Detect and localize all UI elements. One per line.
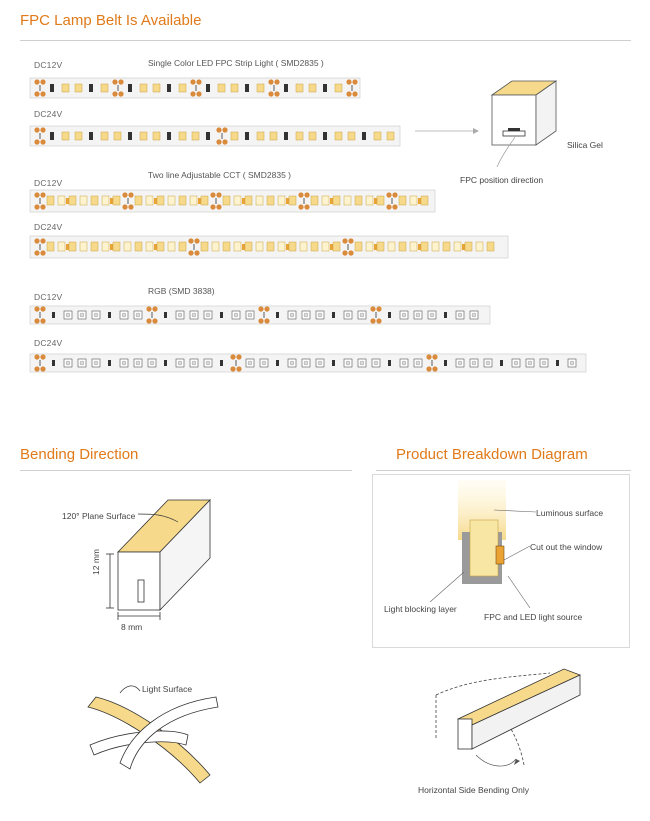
resistor bbox=[418, 244, 421, 250]
led-chip bbox=[69, 196, 76, 205]
led-chip bbox=[421, 242, 428, 251]
led-chip bbox=[374, 132, 381, 140]
led-chip bbox=[309, 132, 316, 140]
led-chip bbox=[333, 242, 340, 251]
solder-pad bbox=[376, 318, 381, 323]
breakdown-section-divider bbox=[376, 470, 631, 471]
rgb-dc12v-label: DC12V bbox=[34, 292, 63, 302]
solder-pad bbox=[40, 192, 45, 197]
led-chip bbox=[212, 242, 219, 251]
solder-pad bbox=[34, 139, 39, 144]
solder-pad bbox=[230, 354, 235, 359]
rgb-dc24v-label: DC24V bbox=[34, 338, 63, 348]
solder-pad bbox=[40, 318, 45, 323]
led-chip bbox=[465, 242, 472, 251]
led-chip bbox=[69, 242, 76, 251]
resistor bbox=[108, 312, 111, 318]
resistor bbox=[128, 132, 132, 140]
led-chip bbox=[267, 196, 274, 205]
led-chip bbox=[377, 242, 384, 251]
solder-pad bbox=[274, 91, 279, 96]
led-chip bbox=[300, 242, 307, 251]
led-chip bbox=[223, 242, 230, 251]
resistor bbox=[332, 312, 335, 318]
solder-pad bbox=[426, 354, 431, 359]
led-chip bbox=[80, 242, 87, 251]
led-chip bbox=[366, 196, 373, 205]
resistor bbox=[330, 244, 333, 250]
solder-pad bbox=[230, 366, 235, 371]
solder-pad bbox=[432, 354, 437, 359]
solder-pad bbox=[370, 318, 375, 323]
led-chip bbox=[234, 196, 241, 205]
led-chip bbox=[234, 242, 241, 251]
led-chip bbox=[410, 242, 417, 251]
led-chip bbox=[75, 84, 82, 92]
led-chip bbox=[245, 196, 252, 205]
resistor bbox=[128, 84, 132, 92]
led-chip bbox=[190, 196, 197, 205]
solder-pad bbox=[34, 192, 39, 197]
resistor bbox=[374, 244, 377, 250]
resistor bbox=[110, 198, 113, 204]
cct-strip-24v bbox=[30, 234, 508, 260]
led-chip bbox=[114, 132, 121, 140]
led-chip bbox=[289, 242, 296, 251]
solder-pad bbox=[40, 366, 45, 371]
light-surface-label: Light Surface bbox=[142, 684, 193, 694]
led-chip bbox=[135, 196, 142, 205]
resistor bbox=[66, 244, 69, 250]
resistor bbox=[388, 312, 391, 318]
solder-pad bbox=[40, 139, 45, 144]
solder-pad bbox=[40, 354, 45, 359]
solder-pad bbox=[118, 91, 123, 96]
led-chip bbox=[296, 84, 303, 92]
silica-gel-label: Silica Gel bbox=[567, 140, 603, 150]
led-chip bbox=[399, 242, 406, 251]
led-chip bbox=[443, 242, 450, 251]
solder-pad bbox=[128, 204, 133, 209]
solder-pad bbox=[352, 91, 357, 96]
led-chip bbox=[348, 132, 355, 140]
resistor bbox=[164, 312, 167, 318]
fpc-chip bbox=[508, 128, 520, 131]
bending-section-title: Bending Direction bbox=[20, 446, 139, 463]
rgb-strip-24v bbox=[30, 352, 586, 374]
led-chip bbox=[256, 242, 263, 251]
solder-pad bbox=[210, 192, 215, 197]
led-chip bbox=[102, 196, 109, 205]
led-chip bbox=[387, 132, 394, 140]
led-chip bbox=[245, 242, 252, 251]
solder-pad bbox=[258, 306, 263, 311]
resistor bbox=[323, 132, 327, 140]
led-chip bbox=[322, 242, 329, 251]
resistor bbox=[242, 198, 245, 204]
horizontal-bending-diagram bbox=[430, 665, 590, 775]
solder-pad bbox=[40, 79, 45, 84]
led-chip bbox=[124, 242, 131, 251]
led-chip bbox=[355, 242, 362, 251]
resistor bbox=[374, 198, 377, 204]
led-chip bbox=[91, 196, 98, 205]
single-color-strip-12v bbox=[30, 76, 360, 100]
led-chip bbox=[113, 196, 120, 205]
resistor bbox=[286, 244, 289, 250]
resistor bbox=[242, 244, 245, 250]
resistor bbox=[388, 360, 391, 366]
rgb-strip-title: RGB (SMD 3838) bbox=[148, 286, 215, 296]
led-chip bbox=[157, 196, 164, 205]
resistor bbox=[167, 84, 171, 92]
led-chip bbox=[344, 196, 351, 205]
horizontal-bending-label: Horizontal Side Bending Only bbox=[418, 785, 530, 795]
solder-pad bbox=[40, 250, 45, 255]
solder-pad bbox=[40, 306, 45, 311]
led-chip bbox=[201, 196, 208, 205]
solder-pad bbox=[152, 318, 157, 323]
solder-pad bbox=[152, 306, 157, 311]
solder-pad bbox=[188, 238, 193, 243]
led-chip bbox=[153, 84, 160, 92]
solder-pad bbox=[190, 91, 195, 96]
solder-pad bbox=[112, 91, 117, 96]
solder-pad bbox=[432, 366, 437, 371]
led-chip bbox=[257, 132, 264, 140]
led-chip bbox=[322, 196, 329, 205]
led-chip bbox=[47, 196, 54, 205]
resistor bbox=[276, 312, 279, 318]
led-chip bbox=[410, 196, 417, 205]
solder-pad bbox=[258, 318, 263, 323]
led-chip bbox=[231, 132, 238, 140]
cct-strip-title: Two line Adjustable CCT ( SMD2835 ) bbox=[148, 170, 291, 180]
profile-window bbox=[138, 580, 144, 602]
solder-pad bbox=[40, 127, 45, 132]
led-chip bbox=[335, 132, 342, 140]
profile-front-face bbox=[492, 95, 536, 145]
height-label: 12 mm bbox=[91, 549, 101, 575]
solder-pad bbox=[268, 91, 273, 96]
led-chip bbox=[476, 242, 483, 251]
solder-pad bbox=[342, 250, 347, 255]
solder-pad bbox=[34, 306, 39, 311]
cut-window-label: Cut out the window bbox=[530, 542, 603, 552]
resistor bbox=[154, 198, 157, 204]
solder-pad bbox=[342, 238, 347, 243]
led-chip bbox=[201, 242, 208, 251]
resistor bbox=[245, 132, 249, 140]
resistor bbox=[206, 132, 210, 140]
resistor bbox=[556, 360, 559, 366]
led-chip bbox=[179, 132, 186, 140]
led-chip bbox=[101, 132, 108, 140]
solder-pad bbox=[274, 79, 279, 84]
plane-surface-label: 120° Plane Surface bbox=[62, 511, 136, 521]
solder-pad bbox=[34, 127, 39, 132]
solder-pad bbox=[194, 250, 199, 255]
led-chip bbox=[257, 84, 264, 92]
solder-pad bbox=[34, 366, 39, 371]
solder-pad bbox=[386, 204, 391, 209]
solder-pad bbox=[118, 79, 123, 84]
led-chip bbox=[80, 196, 87, 205]
solder-pad bbox=[34, 79, 39, 84]
solder-pad bbox=[298, 192, 303, 197]
solder-pad bbox=[34, 91, 39, 96]
resistor bbox=[110, 244, 113, 250]
solder-pad bbox=[236, 354, 241, 359]
strip-base bbox=[30, 126, 400, 146]
resistor bbox=[276, 360, 279, 366]
led-chip bbox=[487, 242, 494, 251]
led-chip bbox=[355, 196, 362, 205]
resistor bbox=[462, 244, 465, 250]
solder-pad bbox=[34, 204, 39, 209]
led-chip bbox=[223, 196, 230, 205]
led-chip bbox=[311, 242, 318, 251]
led-chip bbox=[140, 84, 147, 92]
single-dc24v-label: DC24V bbox=[34, 109, 63, 119]
solder-pad bbox=[34, 250, 39, 255]
single-color-strip-24v bbox=[30, 124, 400, 148]
led-chip bbox=[179, 196, 186, 205]
solder-pad bbox=[40, 238, 45, 243]
solder-pad bbox=[194, 238, 199, 243]
resistor bbox=[323, 84, 327, 92]
resistor bbox=[108, 360, 111, 366]
resistor bbox=[50, 132, 54, 140]
led-chip bbox=[101, 84, 108, 92]
led-chip bbox=[432, 242, 439, 251]
luminous-surface-label: Luminous surface bbox=[536, 508, 604, 518]
light-pointer-line bbox=[120, 686, 140, 693]
breakdown-section-title: Product Breakdown Diagram bbox=[396, 446, 588, 463]
led-chip bbox=[289, 196, 296, 205]
led-chip bbox=[296, 132, 303, 140]
led-chip bbox=[333, 196, 340, 205]
led-chip bbox=[311, 196, 318, 205]
led-chip bbox=[146, 196, 153, 205]
solder-pad bbox=[146, 318, 151, 323]
solder-pad bbox=[128, 192, 133, 197]
solder-pad bbox=[386, 192, 391, 197]
resistor bbox=[418, 198, 421, 204]
solder-pad bbox=[122, 204, 127, 209]
led-chip bbox=[399, 196, 406, 205]
solder-pad bbox=[216, 127, 221, 132]
solder-pad bbox=[298, 204, 303, 209]
solder-pad bbox=[222, 139, 227, 144]
fpc-position-label: FPC position direction bbox=[460, 175, 544, 185]
solder-pad bbox=[34, 238, 39, 243]
led-chip bbox=[192, 132, 199, 140]
led-chip bbox=[168, 196, 175, 205]
solder-pad bbox=[216, 139, 221, 144]
arrow-head-icon bbox=[473, 128, 479, 134]
solder-pad bbox=[112, 79, 117, 84]
resistor bbox=[52, 312, 55, 318]
solder-pad bbox=[216, 192, 221, 197]
resistor bbox=[52, 360, 55, 366]
led-chip bbox=[231, 84, 238, 92]
led-chip bbox=[421, 196, 428, 205]
led-chip bbox=[179, 84, 186, 92]
solder-pad bbox=[188, 250, 193, 255]
led-chip bbox=[454, 242, 461, 251]
resistor bbox=[50, 84, 54, 92]
solder-pad bbox=[222, 127, 227, 132]
single-strip-title: Single Color LED FPC Strip Light ( SMD2835 ) bbox=[148, 58, 324, 68]
solder-pad bbox=[392, 204, 397, 209]
solder-pad bbox=[346, 79, 351, 84]
resistor bbox=[284, 84, 288, 92]
solder-pad bbox=[196, 79, 201, 84]
led-chip bbox=[153, 132, 160, 140]
solder-pad bbox=[348, 238, 353, 243]
solder-pad bbox=[426, 366, 431, 371]
solder-pad bbox=[34, 318, 39, 323]
resistor bbox=[164, 360, 167, 366]
resistor bbox=[66, 198, 69, 204]
led-chip bbox=[256, 196, 263, 205]
led-chip bbox=[267, 242, 274, 251]
breakdown-pointer-lines bbox=[380, 480, 630, 620]
solder-pad bbox=[40, 91, 45, 96]
led-chip bbox=[113, 242, 120, 251]
bend-arrow bbox=[476, 755, 516, 766]
resistor bbox=[167, 132, 171, 140]
resistor bbox=[89, 132, 93, 140]
silica-gel-profile-diagram bbox=[415, 75, 615, 185]
bending-section-divider bbox=[20, 470, 352, 471]
resistor bbox=[444, 312, 447, 318]
resistor bbox=[500, 360, 503, 366]
rgb-strip-12v bbox=[30, 304, 490, 326]
cct-strip-12v bbox=[30, 188, 435, 214]
led-chip bbox=[157, 242, 164, 251]
led-chip bbox=[218, 84, 225, 92]
solder-pad bbox=[146, 306, 151, 311]
led-chip bbox=[146, 242, 153, 251]
resistor bbox=[245, 84, 249, 92]
width-label: 8 mm bbox=[121, 622, 143, 632]
resistor bbox=[89, 84, 93, 92]
resistor bbox=[286, 198, 289, 204]
resistor bbox=[362, 132, 366, 140]
solder-pad bbox=[304, 204, 309, 209]
resistor bbox=[332, 360, 335, 366]
led-chip bbox=[58, 196, 65, 205]
solder-pad bbox=[376, 306, 381, 311]
solder-pad bbox=[304, 192, 309, 197]
led-chip bbox=[58, 242, 65, 251]
solder-pad bbox=[236, 366, 241, 371]
resistor bbox=[198, 198, 201, 204]
led-chip bbox=[168, 242, 175, 251]
led-chip bbox=[309, 84, 316, 92]
light-blocking-label: Light blocking layer bbox=[384, 604, 457, 614]
led-chip bbox=[335, 84, 342, 92]
solder-pad bbox=[190, 79, 195, 84]
led-chip bbox=[179, 242, 186, 251]
fpc-section-divider bbox=[20, 40, 631, 41]
resistor bbox=[206, 84, 210, 92]
cct-dc24v-label: DC24V bbox=[34, 222, 63, 232]
led-chip bbox=[75, 132, 82, 140]
led-chip bbox=[135, 242, 142, 251]
bent-strip-end bbox=[458, 719, 472, 749]
solder-pad bbox=[34, 354, 39, 359]
led-chip bbox=[91, 242, 98, 251]
led-chip bbox=[278, 242, 285, 251]
led-chip bbox=[62, 84, 69, 92]
led-chip bbox=[377, 196, 384, 205]
solder-pad bbox=[122, 192, 127, 197]
resistor bbox=[154, 244, 157, 250]
single-dc12v-label: DC12V bbox=[34, 60, 63, 70]
led-chip bbox=[140, 132, 147, 140]
resistor bbox=[330, 198, 333, 204]
fpc-led-label: FPC and LED light source bbox=[484, 612, 583, 622]
solder-pad bbox=[210, 204, 215, 209]
fpc-slot bbox=[503, 131, 525, 136]
led-chip bbox=[388, 242, 395, 251]
solder-pad bbox=[370, 306, 375, 311]
cct-dc12v-label: DC12V bbox=[34, 178, 63, 188]
solder-pad bbox=[264, 318, 269, 323]
led-chip bbox=[366, 242, 373, 251]
solder-pad bbox=[216, 204, 221, 209]
solder-pad bbox=[264, 306, 269, 311]
solder-pad bbox=[40, 204, 45, 209]
led-chip bbox=[102, 242, 109, 251]
led-chip bbox=[270, 132, 277, 140]
solder-pad bbox=[196, 91, 201, 96]
led-chip bbox=[47, 242, 54, 251]
solder-pad bbox=[392, 192, 397, 197]
led-chip bbox=[278, 196, 285, 205]
solder-pad bbox=[346, 91, 351, 96]
resistor bbox=[220, 312, 223, 318]
resistor bbox=[284, 132, 288, 140]
solder-pad bbox=[352, 79, 357, 84]
solder-pad bbox=[348, 250, 353, 255]
fpc-section-title: FPC Lamp Belt Is Available bbox=[20, 12, 202, 29]
led-chip bbox=[62, 132, 69, 140]
resistor bbox=[220, 360, 223, 366]
resistor bbox=[444, 360, 447, 366]
solder-pad bbox=[268, 79, 273, 84]
